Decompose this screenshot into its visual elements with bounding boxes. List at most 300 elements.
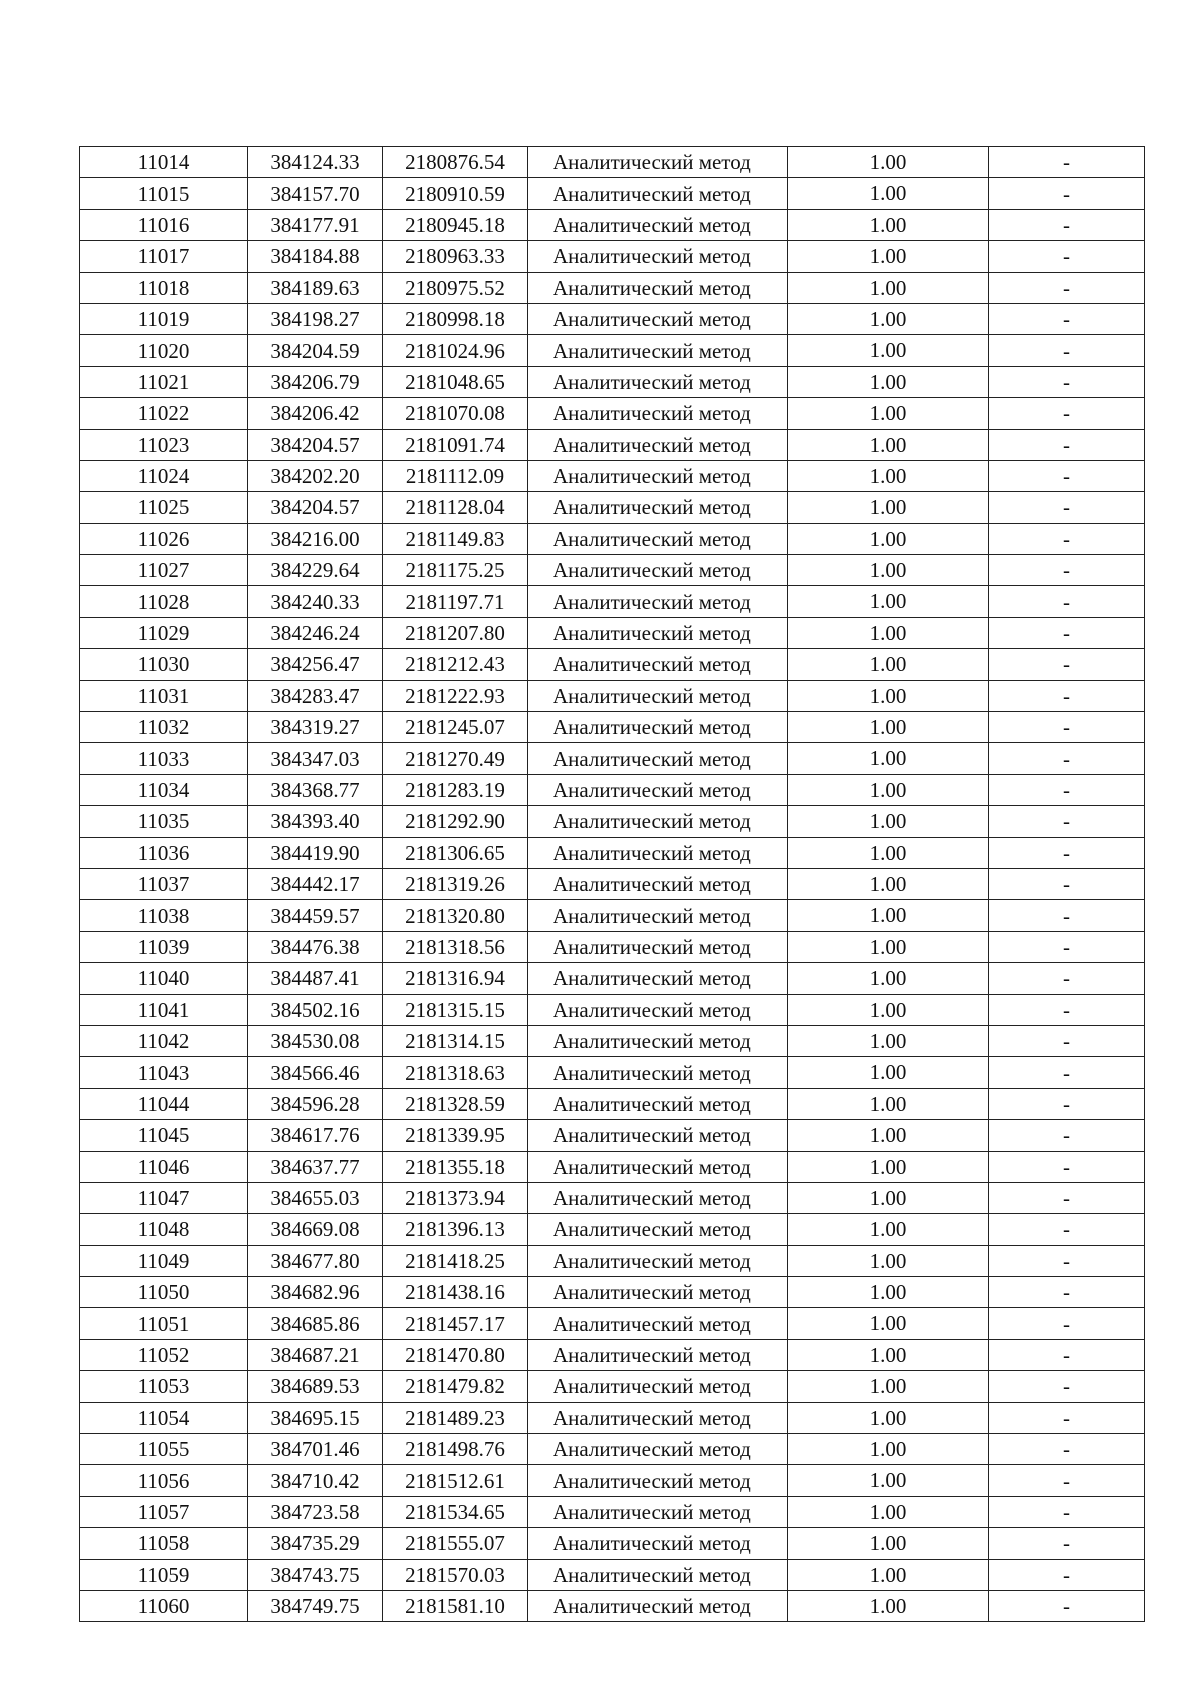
point-number-cell: 11022 (80, 398, 248, 429)
accuracy-cell: 1.00 (788, 1057, 989, 1088)
point-number-cell: 11027 (80, 555, 248, 586)
point-number-cell: 11040 (80, 963, 248, 994)
accuracy-cell: 1.00 (788, 1371, 989, 1402)
point-number-cell: 11014 (80, 147, 248, 178)
point-number-cell: 11046 (80, 1151, 248, 1182)
x-coordinate-cell: 384695.15 (248, 1402, 383, 1433)
method-cell: Аналитический метод (528, 241, 788, 272)
description-cell: - (989, 680, 1145, 711)
table-row (80, 837, 1145, 868)
table-row (80, 743, 1145, 774)
table-row (80, 555, 1145, 586)
table-row (80, 209, 1145, 240)
description-cell: - (989, 1496, 1145, 1527)
y-coordinate-cell: 2181314.15 (383, 1025, 528, 1056)
y-coordinate-cell: 2181470.80 (383, 1339, 528, 1370)
point-number-cell: 11026 (80, 523, 248, 554)
method-cell: Аналитический метод (528, 303, 788, 334)
accuracy-cell: 1.00 (788, 1088, 989, 1119)
description-cell: - (989, 1151, 1145, 1182)
table-row (80, 178, 1145, 209)
table-row (80, 680, 1145, 711)
x-coordinate-cell: 384677.80 (248, 1245, 383, 1276)
y-coordinate-cell: 2180910.59 (383, 178, 528, 209)
description-cell: - (989, 931, 1145, 962)
description-cell: - (989, 900, 1145, 931)
accuracy-cell: 1.00 (788, 398, 989, 429)
method-cell: Аналитический метод (528, 555, 788, 586)
table-row (80, 303, 1145, 334)
y-coordinate-cell: 2181283.19 (383, 774, 528, 805)
description-cell: - (989, 209, 1145, 240)
y-coordinate-cell: 2181489.23 (383, 1402, 528, 1433)
y-coordinate-cell: 2181292.90 (383, 806, 528, 837)
table-row (80, 868, 1145, 899)
x-coordinate-cell: 384246.24 (248, 617, 383, 648)
accuracy-cell: 1.00 (788, 743, 989, 774)
accuracy-cell: 1.00 (788, 649, 989, 680)
x-coordinate-cell: 384419.90 (248, 837, 383, 868)
point-number-cell: 11057 (80, 1496, 248, 1527)
table-row (80, 1025, 1145, 1056)
description-cell: - (989, 1434, 1145, 1465)
table-row (80, 429, 1145, 460)
point-number-cell: 11052 (80, 1339, 248, 1370)
y-coordinate-cell: 2181316.94 (383, 963, 528, 994)
accuracy-cell: 1.00 (788, 680, 989, 711)
point-number-cell: 11016 (80, 209, 248, 240)
point-number-cell: 11041 (80, 994, 248, 1025)
x-coordinate-cell: 384202.20 (248, 460, 383, 491)
accuracy-cell: 1.00 (788, 303, 989, 334)
method-cell: Аналитический метод (528, 1590, 788, 1621)
table-row (80, 931, 1145, 962)
accuracy-cell: 1.00 (788, 209, 989, 240)
y-coordinate-cell: 2181498.76 (383, 1434, 528, 1465)
table-row (80, 1465, 1145, 1496)
table-row (80, 1559, 1145, 1590)
accuracy-cell: 1.00 (788, 1214, 989, 1245)
method-cell: Аналитический метод (528, 1182, 788, 1213)
x-coordinate-cell: 384216.00 (248, 523, 383, 554)
method-cell: Аналитический метод (528, 272, 788, 303)
x-coordinate-cell: 384476.38 (248, 931, 383, 962)
y-coordinate-cell: 2181396.13 (383, 1214, 528, 1245)
table-row (80, 1434, 1145, 1465)
x-coordinate-cell: 384655.03 (248, 1182, 383, 1213)
accuracy-cell: 1.00 (788, 1528, 989, 1559)
x-coordinate-cell: 384256.47 (248, 649, 383, 680)
method-cell: Аналитический метод (528, 429, 788, 460)
y-coordinate-cell: 2181438.16 (383, 1277, 528, 1308)
x-coordinate-cell: 384596.28 (248, 1088, 383, 1119)
x-coordinate-cell: 384206.42 (248, 398, 383, 429)
table-row (80, 272, 1145, 303)
x-coordinate-cell: 384319.27 (248, 712, 383, 743)
accuracy-cell: 1.00 (788, 241, 989, 272)
accuracy-cell: 1.00 (788, 1339, 989, 1370)
point-number-cell: 11033 (80, 743, 248, 774)
accuracy-cell: 1.00 (788, 1120, 989, 1151)
point-number-cell: 11028 (80, 586, 248, 617)
x-coordinate-cell: 384204.57 (248, 429, 383, 460)
description-cell: - (989, 649, 1145, 680)
table-row (80, 712, 1145, 743)
method-cell: Аналитический метод (528, 460, 788, 491)
method-cell: Аналитический метод (528, 1277, 788, 1308)
y-coordinate-cell: 2181581.10 (383, 1590, 528, 1621)
description-cell: - (989, 868, 1145, 899)
point-number-cell: 11017 (80, 241, 248, 272)
x-coordinate-cell: 384530.08 (248, 1025, 383, 1056)
accuracy-cell: 1.00 (788, 1465, 989, 1496)
method-cell: Аналитический метод (528, 523, 788, 554)
accuracy-cell: 1.00 (788, 963, 989, 994)
point-number-cell: 11020 (80, 335, 248, 366)
y-coordinate-cell: 2181112.09 (383, 460, 528, 491)
point-number-cell: 11050 (80, 1277, 248, 1308)
table-row (80, 1277, 1145, 1308)
x-coordinate-cell: 384687.21 (248, 1339, 383, 1370)
coordinates-table-body (80, 147, 1145, 1622)
description-cell: - (989, 492, 1145, 523)
description-cell: - (989, 398, 1145, 429)
x-coordinate-cell: 384710.42 (248, 1465, 383, 1496)
method-cell: Аналитический метод (528, 868, 788, 899)
point-number-cell: 11042 (80, 1025, 248, 1056)
point-number-cell: 11051 (80, 1308, 248, 1339)
accuracy-cell: 1.00 (788, 460, 989, 491)
accuracy-cell: 1.00 (788, 1025, 989, 1056)
y-coordinate-cell: 2181197.71 (383, 586, 528, 617)
description-cell: - (989, 303, 1145, 334)
y-coordinate-cell: 2181207.80 (383, 617, 528, 648)
point-number-cell: 11045 (80, 1120, 248, 1151)
table-row (80, 774, 1145, 805)
y-coordinate-cell: 2180963.33 (383, 241, 528, 272)
point-number-cell: 11036 (80, 837, 248, 868)
description-cell: - (989, 335, 1145, 366)
description-cell: - (989, 1528, 1145, 1559)
description-cell: - (989, 555, 1145, 586)
method-cell: Аналитический метод (528, 1402, 788, 1433)
method-cell: Аналитический метод (528, 366, 788, 397)
point-number-cell: 11043 (80, 1057, 248, 1088)
y-coordinate-cell: 2181270.49 (383, 743, 528, 774)
x-coordinate-cell: 384502.16 (248, 994, 383, 1025)
description-cell: - (989, 1465, 1145, 1496)
point-number-cell: 11053 (80, 1371, 248, 1402)
accuracy-cell: 1.00 (788, 868, 989, 899)
point-number-cell: 11032 (80, 712, 248, 743)
table-row (80, 1151, 1145, 1182)
method-cell: Аналитический метод (528, 743, 788, 774)
y-coordinate-cell: 2181070.08 (383, 398, 528, 429)
y-coordinate-cell: 2181570.03 (383, 1559, 528, 1590)
method-cell: Аналитический метод (528, 1088, 788, 1119)
method-cell: Аналитический метод (528, 1151, 788, 1182)
table-row (80, 492, 1145, 523)
point-number-cell: 11047 (80, 1182, 248, 1213)
point-number-cell: 11019 (80, 303, 248, 334)
method-cell: Аналитический метод (528, 806, 788, 837)
accuracy-cell: 1.00 (788, 1245, 989, 1276)
description-cell: - (989, 1088, 1145, 1119)
method-cell: Аналитический метод (528, 712, 788, 743)
x-coordinate-cell: 384240.33 (248, 586, 383, 617)
y-coordinate-cell: 2181373.94 (383, 1182, 528, 1213)
accuracy-cell: 1.00 (788, 837, 989, 868)
point-number-cell: 11035 (80, 806, 248, 837)
table-row (80, 806, 1145, 837)
y-coordinate-cell: 2181175.25 (383, 555, 528, 586)
description-cell: - (989, 1277, 1145, 1308)
method-cell: Аналитический метод (528, 209, 788, 240)
description-cell: - (989, 1590, 1145, 1621)
point-number-cell: 11054 (80, 1402, 248, 1433)
table-row (80, 900, 1145, 931)
accuracy-cell: 1.00 (788, 712, 989, 743)
description-cell: - (989, 1339, 1145, 1370)
method-cell: Аналитический метод (528, 492, 788, 523)
table-row (80, 1245, 1145, 1276)
table-row (80, 398, 1145, 429)
x-coordinate-cell: 384347.03 (248, 743, 383, 774)
accuracy-cell: 1.00 (788, 429, 989, 460)
y-coordinate-cell: 2181222.93 (383, 680, 528, 711)
description-cell: - (989, 523, 1145, 554)
x-coordinate-cell: 384368.77 (248, 774, 383, 805)
method-cell: Аналитический метод (528, 1371, 788, 1402)
method-cell: Аналитический метод (528, 837, 788, 868)
x-coordinate-cell: 384487.41 (248, 963, 383, 994)
point-number-cell: 11025 (80, 492, 248, 523)
description-cell: - (989, 178, 1145, 209)
point-number-cell: 11037 (80, 868, 248, 899)
method-cell: Аналитический метод (528, 147, 788, 178)
method-cell: Аналитический метод (528, 1559, 788, 1590)
y-coordinate-cell: 2181479.82 (383, 1371, 528, 1402)
accuracy-cell: 1.00 (788, 1277, 989, 1308)
table-row (80, 460, 1145, 491)
description-cell: - (989, 774, 1145, 805)
description-cell: - (989, 1371, 1145, 1402)
x-coordinate-cell: 384157.70 (248, 178, 383, 209)
accuracy-cell: 1.00 (788, 931, 989, 962)
method-cell: Аналитический метод (528, 617, 788, 648)
y-coordinate-cell: 2181306.65 (383, 837, 528, 868)
y-coordinate-cell: 2181149.83 (383, 523, 528, 554)
accuracy-cell: 1.00 (788, 492, 989, 523)
table-row (80, 649, 1145, 680)
accuracy-cell: 1.00 (788, 617, 989, 648)
description-cell: - (989, 994, 1145, 1025)
description-cell: - (989, 147, 1145, 178)
accuracy-cell: 1.00 (788, 1308, 989, 1339)
description-cell: - (989, 743, 1145, 774)
accuracy-cell: 1.00 (788, 178, 989, 209)
accuracy-cell: 1.00 (788, 586, 989, 617)
y-coordinate-cell: 2181128.04 (383, 492, 528, 523)
table-row (80, 335, 1145, 366)
x-coordinate-cell: 384617.76 (248, 1120, 383, 1151)
method-cell: Аналитический метод (528, 1528, 788, 1559)
y-coordinate-cell: 2181512.61 (383, 1465, 528, 1496)
x-coordinate-cell: 384566.46 (248, 1057, 383, 1088)
method-cell: Аналитический метод (528, 994, 788, 1025)
y-coordinate-cell: 2181328.59 (383, 1088, 528, 1119)
method-cell: Аналитический метод (528, 178, 788, 209)
y-coordinate-cell: 2181024.96 (383, 335, 528, 366)
x-coordinate-cell: 384204.57 (248, 492, 383, 523)
table-row (80, 366, 1145, 397)
table-row (80, 1402, 1145, 1433)
point-number-cell: 11055 (80, 1434, 248, 1465)
y-coordinate-cell: 2181534.65 (383, 1496, 528, 1527)
description-cell: - (989, 586, 1145, 617)
point-number-cell: 11058 (80, 1528, 248, 1559)
accuracy-cell: 1.00 (788, 366, 989, 397)
table-row (80, 147, 1145, 178)
x-coordinate-cell: 384685.86 (248, 1308, 383, 1339)
x-coordinate-cell: 384184.88 (248, 241, 383, 272)
x-coordinate-cell: 384189.63 (248, 272, 383, 303)
method-cell: Аналитический метод (528, 1308, 788, 1339)
table-row (80, 1496, 1145, 1527)
method-cell: Аналитический метод (528, 1339, 788, 1370)
accuracy-cell: 1.00 (788, 1182, 989, 1213)
description-cell: - (989, 460, 1145, 491)
description-cell: - (989, 1025, 1145, 1056)
method-cell: Аналитический метод (528, 586, 788, 617)
y-coordinate-cell: 2181418.25 (383, 1245, 528, 1276)
accuracy-cell: 1.00 (788, 1151, 989, 1182)
table-row (80, 523, 1145, 554)
point-number-cell: 11039 (80, 931, 248, 962)
accuracy-cell: 1.00 (788, 555, 989, 586)
x-coordinate-cell: 384442.17 (248, 868, 383, 899)
x-coordinate-cell: 384749.75 (248, 1590, 383, 1621)
table-row (80, 1339, 1145, 1370)
description-cell: - (989, 272, 1145, 303)
table-row (80, 994, 1145, 1025)
description-cell: - (989, 1182, 1145, 1213)
y-coordinate-cell: 2181339.95 (383, 1120, 528, 1151)
point-number-cell: 11018 (80, 272, 248, 303)
method-cell: Аналитический метод (528, 963, 788, 994)
point-number-cell: 11034 (80, 774, 248, 805)
accuracy-cell: 1.00 (788, 900, 989, 931)
x-coordinate-cell: 384177.91 (248, 209, 383, 240)
table-row (80, 1371, 1145, 1402)
y-coordinate-cell: 2181355.18 (383, 1151, 528, 1182)
method-cell: Аналитический метод (528, 1057, 788, 1088)
method-cell: Аналитический метод (528, 931, 788, 962)
point-number-cell: 11038 (80, 900, 248, 931)
point-number-cell: 11030 (80, 649, 248, 680)
table-row (80, 1590, 1145, 1621)
x-coordinate-cell: 384669.08 (248, 1214, 383, 1245)
method-cell: Аналитический метод (528, 1496, 788, 1527)
accuracy-cell: 1.00 (788, 147, 989, 178)
table-row (80, 617, 1145, 648)
point-number-cell: 11021 (80, 366, 248, 397)
coordinates-table (79, 146, 1145, 1622)
point-number-cell: 11048 (80, 1214, 248, 1245)
description-cell: - (989, 1214, 1145, 1245)
point-number-cell: 11029 (80, 617, 248, 648)
method-cell: Аналитический метод (528, 398, 788, 429)
method-cell: Аналитический метод (528, 1245, 788, 1276)
table-row (80, 1057, 1145, 1088)
method-cell: Аналитический метод (528, 649, 788, 680)
accuracy-cell: 1.00 (788, 1496, 989, 1527)
table-row (80, 963, 1145, 994)
y-coordinate-cell: 2181245.07 (383, 712, 528, 743)
point-number-cell: 11049 (80, 1245, 248, 1276)
accuracy-cell: 1.00 (788, 272, 989, 303)
method-cell: Аналитический метод (528, 1434, 788, 1465)
y-coordinate-cell: 2180945.18 (383, 209, 528, 240)
accuracy-cell: 1.00 (788, 1559, 989, 1590)
method-cell: Аналитический метод (528, 774, 788, 805)
description-cell: - (989, 1057, 1145, 1088)
x-coordinate-cell: 384682.96 (248, 1277, 383, 1308)
description-cell: - (989, 617, 1145, 648)
method-cell: Аналитический метод (528, 335, 788, 366)
point-number-cell: 11044 (80, 1088, 248, 1119)
x-coordinate-cell: 384283.47 (248, 680, 383, 711)
y-coordinate-cell: 2180998.18 (383, 303, 528, 334)
x-coordinate-cell: 384124.33 (248, 147, 383, 178)
method-cell: Аналитический метод (528, 1120, 788, 1151)
x-coordinate-cell: 384743.75 (248, 1559, 383, 1590)
method-cell: Аналитический метод (528, 900, 788, 931)
accuracy-cell: 1.00 (788, 774, 989, 805)
y-coordinate-cell: 2180975.52 (383, 272, 528, 303)
y-coordinate-cell: 2181212.43 (383, 649, 528, 680)
table-row (80, 1120, 1145, 1151)
accuracy-cell: 1.00 (788, 335, 989, 366)
table-row (80, 586, 1145, 617)
y-coordinate-cell: 2181048.65 (383, 366, 528, 397)
x-coordinate-cell: 384689.53 (248, 1371, 383, 1402)
x-coordinate-cell: 384229.64 (248, 555, 383, 586)
point-number-cell: 11060 (80, 1590, 248, 1621)
y-coordinate-cell: 2181091.74 (383, 429, 528, 460)
y-coordinate-cell: 2181315.15 (383, 994, 528, 1025)
accuracy-cell: 1.00 (788, 523, 989, 554)
x-coordinate-cell: 384393.40 (248, 806, 383, 837)
table-row (80, 241, 1145, 272)
x-coordinate-cell: 384723.58 (248, 1496, 383, 1527)
method-cell: Аналитический метод (528, 1465, 788, 1496)
description-cell: - (989, 1308, 1145, 1339)
description-cell: - (989, 1559, 1145, 1590)
method-cell: Аналитический метод (528, 680, 788, 711)
description-cell: - (989, 1120, 1145, 1151)
accuracy-cell: 1.00 (788, 994, 989, 1025)
x-coordinate-cell: 384459.57 (248, 900, 383, 931)
description-cell: - (989, 712, 1145, 743)
accuracy-cell: 1.00 (788, 1590, 989, 1621)
point-number-cell: 11056 (80, 1465, 248, 1496)
description-cell: - (989, 837, 1145, 868)
table-row (80, 1182, 1145, 1213)
x-coordinate-cell: 384206.79 (248, 366, 383, 397)
x-coordinate-cell: 384701.46 (248, 1434, 383, 1465)
y-coordinate-cell: 2181319.26 (383, 868, 528, 899)
